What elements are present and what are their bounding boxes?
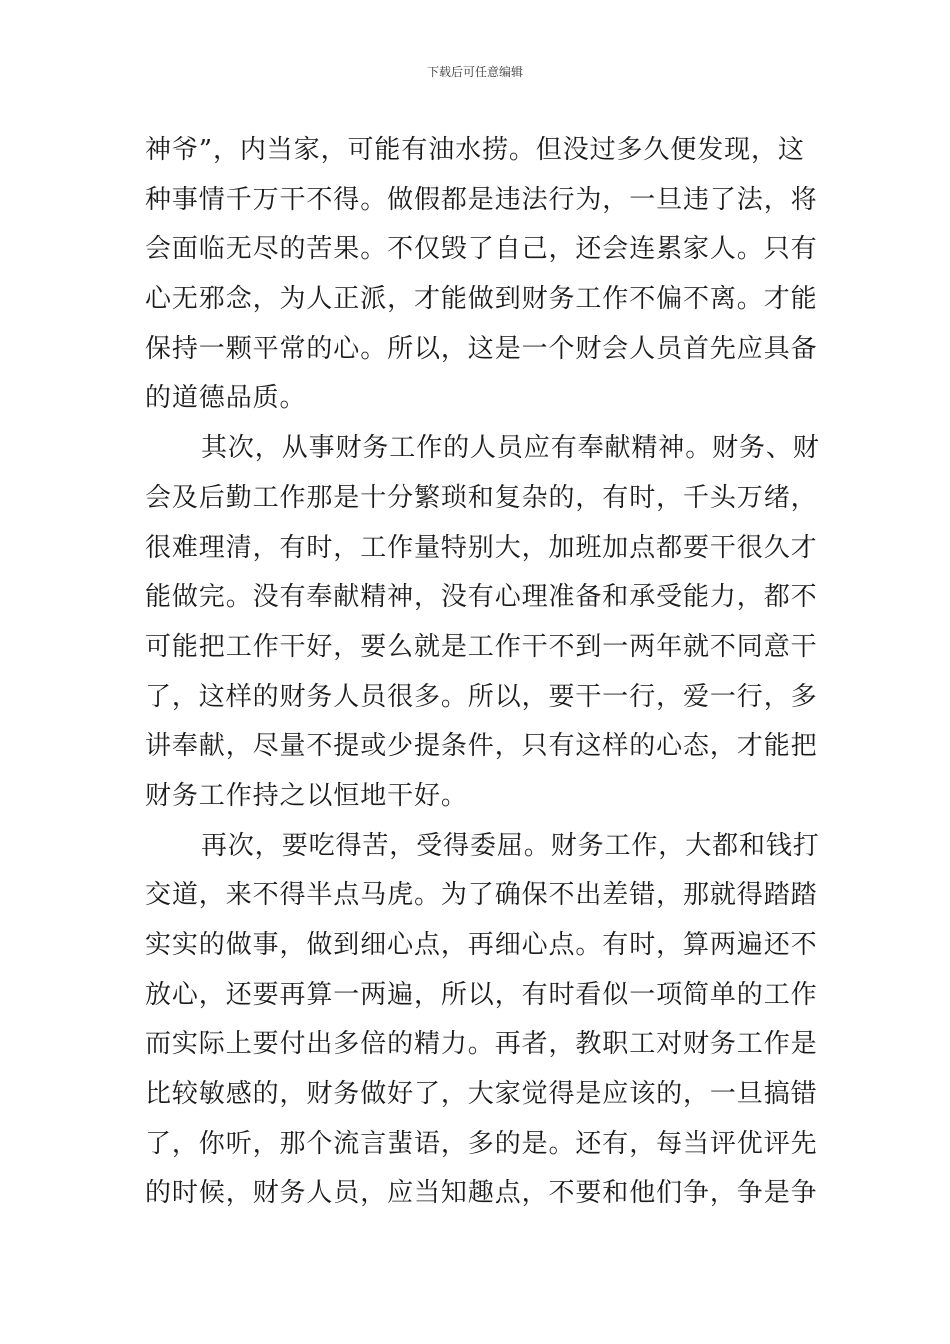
paragraph-3 — [145, 822, 820, 1220]
text-line: 的时候，财务人员，应当知趣点，不要和他们争，争是争 — [145, 1178, 818, 1209]
text-line: 而实际上要付出多倍的精力。再者，教职工对财务工作是 — [145, 1029, 818, 1060]
text-line: 财务工作持之以恒地干好。 — [145, 780, 468, 811]
text-line: 了，你听，那个流言蜚语，多的是。还有，每当评优评先 — [145, 1128, 818, 1159]
text-line: 神爷”，内当家，可能有油水捞。但没过多久便发现，这 — [145, 135, 805, 165]
text-line: 其次，从事财务工作的人员应有奉献精神。财务、财 — [201, 433, 820, 464]
text-line: 能做完。没有奉献精神，没有心理准备和承受能力，都不 — [145, 582, 818, 613]
document-body — [145, 126, 820, 1219]
text-line: 了，这样的财务人员很多。所以，要干一行，爱一行，多 — [145, 681, 818, 712]
text-line: 保持一颗平常的心。所以，这是一个财会人员首先应具备 — [145, 333, 818, 364]
text-line: 的道德品质。 — [145, 383, 307, 414]
text-line: 会及后勤工作那是十分繁琐和复杂的，有时，千头万绪， — [145, 482, 818, 513]
paragraph-1 — [145, 126, 817, 424]
text-line: 很难理清，有时，工作量特别大，加班加点都要干很久才 — [145, 532, 818, 563]
text-line: 种事情千万干不得。做假都是违法行为，一旦违了法，将 — [145, 184, 818, 215]
text-line: 实实的做事，做到细心点，再细心点。有时，算两遍还不 — [145, 930, 818, 960]
text-line: 放心，还要再算一两遍，所以，有时看似一项简单的工作 — [145, 979, 818, 1010]
text-line: 交道，来不得半点马虎。为了确保不出差错，那就得踏踏 — [145, 880, 818, 911]
text-line: 心无邪念，为人正派，才能做到财务工作不偏不离。才能 — [145, 284, 818, 315]
text-line: 再次，要吃得苦，受得委屈。财务工作，大都和钱打 — [201, 830, 820, 861]
text-line: 讲奉献，尽量不提或少提条件，只有这样的心态，才能把 — [145, 731, 818, 762]
text-line: 可能把工作干好，要么就是工作干不到一两年就不同意干 — [145, 631, 818, 662]
paragraph-2 — [145, 424, 820, 822]
page-header: 下载后可任意编辑 — [426, 65, 523, 79]
text-line: 比较敏感的，财务做好了，大家觉得是应该的，一旦搞错 — [145, 1079, 818, 1110]
text-line: 会面临无尽的苦果。不仅毁了自己，还会连累家人。只有 — [145, 234, 818, 265]
